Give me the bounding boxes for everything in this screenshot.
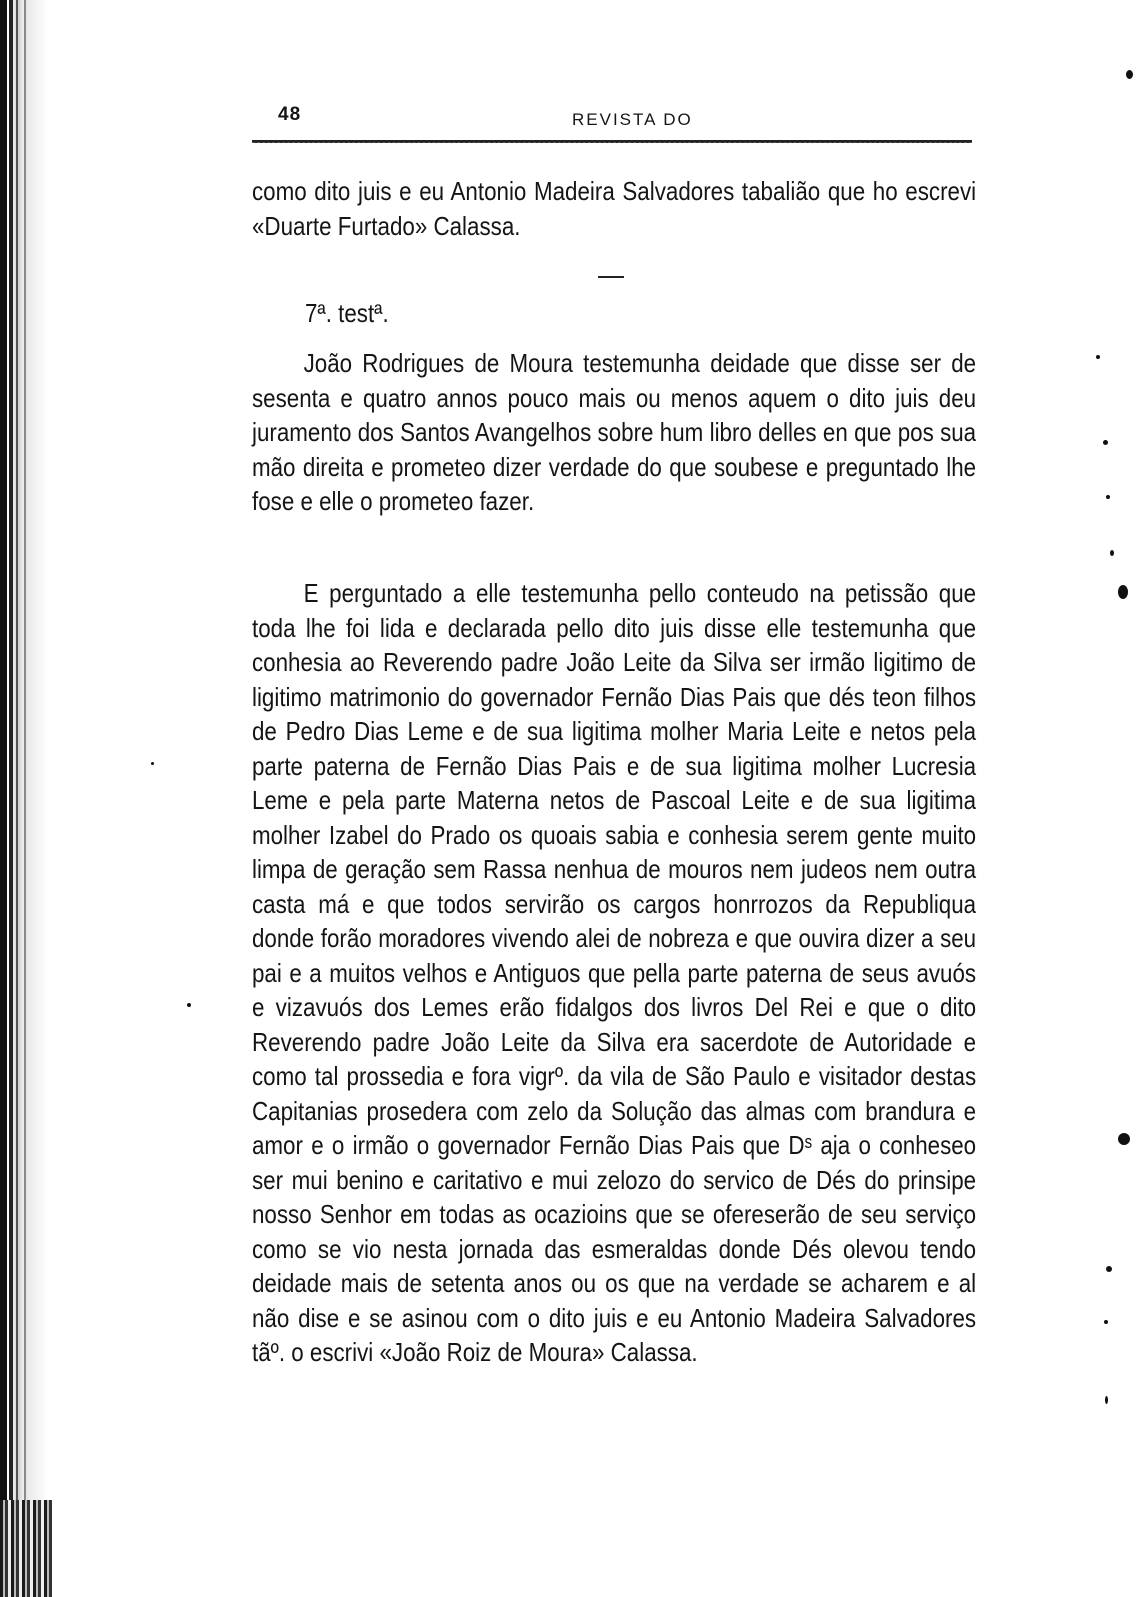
running-title: REVISTA DO <box>572 110 693 129</box>
binding-gutter-shadow <box>0 1500 52 1597</box>
scan-speck <box>1105 1396 1108 1404</box>
paragraph-testimony-body: E perguntado a elle testemunha pello conteudo na petissão que toda lhe foi lida e declarada pello dito juis disse elle testemunha que conhesia ao Reverendo padre João Leite da Silva ser irmão ligitimo de ligitimo matrimonio do governador Fernão Dias Pais que dés teon filhos de Pedro Dias Leme e de sua ligitima molher Maria Leite e netos pela parte paterna de Fernão Dias Pais e de sua ligitima molher Lucresia Leme e pela parte Materna netos de Pascoal Leite e de sua ligitima molher Izabel do Prado os quoais sabia e conhesia serem gente muito limpa de geração sem Rassa nenhua de mouros nem judeos nem outra casta má e que todos servirão os cargos honrrozos da Republiqua donde forão moradores vivendo alei de nobreza e que ouvira dizer a seu pai e a muitos velhos e Antiguos que pella parte paterna de seus avuós e vizavuós dos Lemes erão fidalgos dos livros Del Rei e que o dito Reverendo padre João Leite da Silva era sacerdote de Autoridade e como tal prossedia e fora vigrº. da vila de São Paulo e visitador destas Capitanias prosedera com zelo da Solução das almas com brandura e amor e o irmão o governador Fernão Dias Pais que Dˢ aja o conheseo ser mui benino e caritativo e mui zelozo do servico de Dés do prinsipe nosso Senhor em todas as ocazioins que se ofereserão de seu serviço como se vio nesta jornada das esmeraldas donde Dés olevou tendo deidade mais de setenta anos ou os que na verdade se acharem e al não dise e se asinou com o dito juis e eu Antonio Madeira Salvadores tãº. o escrivi «João Roiz de Moura» Calassa. <box>252 578 977 1367</box>
paragraph-testimony-intro: João Rodrigues de Moura testemunha deidade que disse ser de sesenta e quatro annos pouco mais ou menos aquem o dito juis deu juramento dos Santos Avangelhos sobre hum libro delles en que pos sua mão direita e prometeo dizer verdade do que soubese e preguntado lhe fose e elle o prometeo fazer. <box>252 348 977 516</box>
binding-gutter <box>0 0 48 1597</box>
scan-speck <box>187 1003 191 1007</box>
page-header <box>252 102 972 138</box>
section-separator <box>598 276 624 278</box>
scan-speck <box>1104 1320 1108 1324</box>
testimony-label: 7ª. testª. <box>305 298 389 328</box>
page-number: 48 <box>278 104 302 125</box>
scan-speck <box>1118 585 1128 599</box>
scan-speck <box>1106 1266 1112 1272</box>
scan-speck <box>1106 495 1110 499</box>
scan-speck <box>1110 550 1114 556</box>
scan-speck <box>1096 355 1100 359</box>
scan-speck <box>1118 1133 1130 1145</box>
header-rule <box>252 140 972 143</box>
scan-edge <box>1123 0 1137 1597</box>
scan-speck <box>1103 440 1108 445</box>
paragraph-continuation: como dito juis e eu Antonio Madeira Salvadores tabalião que ho escrevi «Duarte Furtado» Calassa. <box>252 176 977 241</box>
scan-speck <box>151 762 154 765</box>
scan-speck <box>1126 70 1133 79</box>
